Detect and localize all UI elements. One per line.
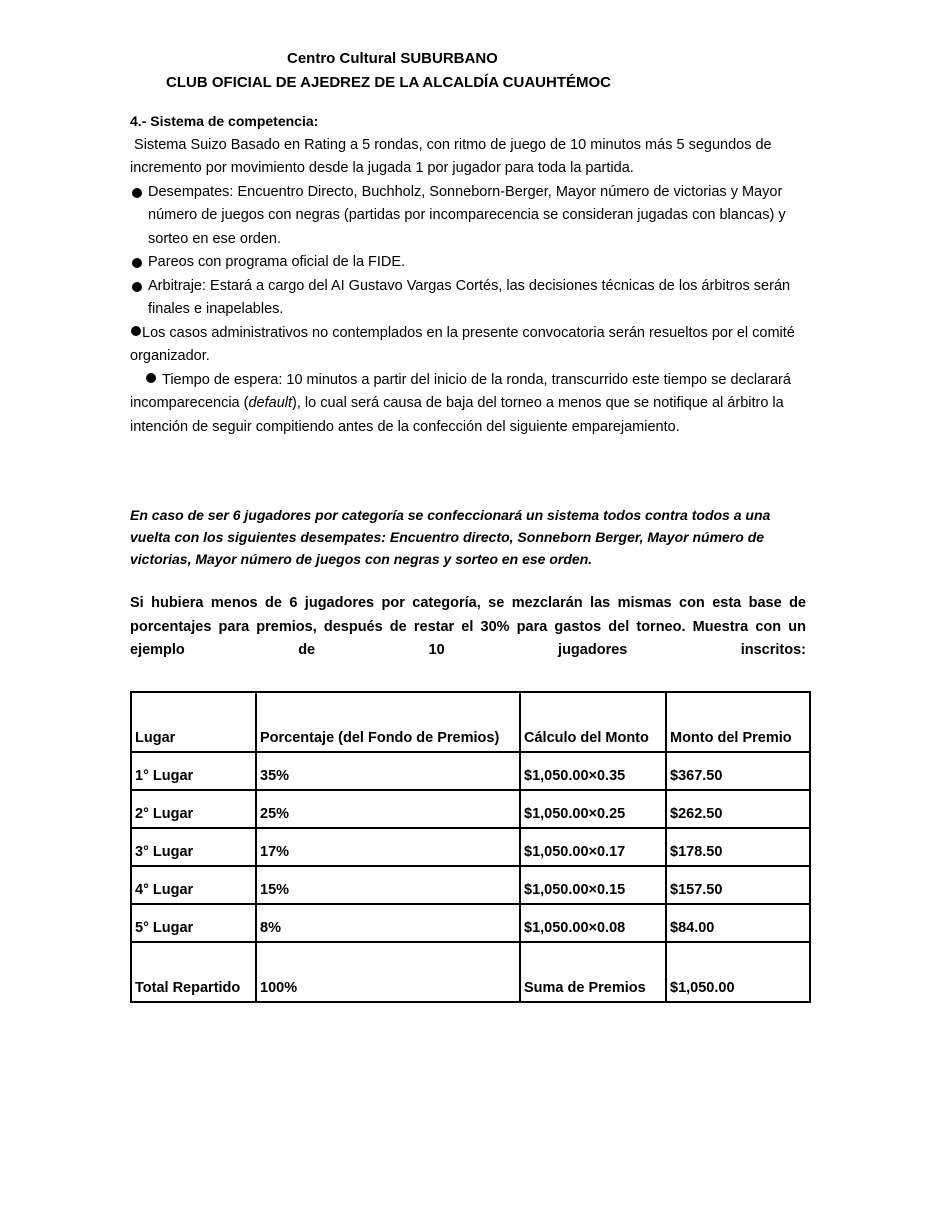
bullet-icon <box>132 258 142 268</box>
bullet-arbitration: Arbitraje: Estará a cargo del AI Gustavo Vargas Cortés, las decisiones técnicas de los árbitros serán finales e inapelables. <box>130 275 810 322</box>
cell-monto: $178.50 <box>666 828 810 866</box>
prize-table <box>130 691 811 1003</box>
table-total-row <box>131 942 810 1002</box>
cell-calculo: $1,050.00×0.17 <box>520 828 666 866</box>
cell-monto: $367.50 <box>666 752 810 790</box>
bullet-icon <box>131 326 141 336</box>
cell-lugar: 3° Lugar <box>131 828 256 866</box>
table-header-row <box>131 692 810 752</box>
cell-porcentaje: 15% <box>256 866 520 904</box>
bullet-icon <box>132 188 142 198</box>
header-porcentaje: Porcentaje (del Fondo de Premios) <box>256 692 520 752</box>
header-line-1: Centro Cultural SUBURBANO <box>287 50 498 67</box>
total-lugar: Total Repartido <box>131 942 256 1002</box>
cell-calculo: $1,050.00×0.35 <box>520 752 666 790</box>
cell-monto: $157.50 <box>666 866 810 904</box>
bullet-administrative: Los casos administrativos no contemplados en la presente convocatoria serán resueltos por el comité organizador. <box>130 324 795 364</box>
table-row <box>131 904 810 942</box>
total-monto: $1,050.00 <box>666 942 810 1002</box>
cell-porcentaje: 35% <box>256 752 520 790</box>
cell-calculo: $1,050.00×0.15 <box>520 866 666 904</box>
table-row <box>131 752 810 790</box>
header-monto: Monto del Premio <box>666 692 810 752</box>
total-porcentaje: 100% <box>256 942 520 1002</box>
cell-calculo: $1,050.00×0.25 <box>520 790 666 828</box>
section-title: 4.- Sistema de competencia: <box>130 113 319 129</box>
section-intro: Sistema Suizo Basado en Rating a 5 rondas, con ritmo de juego de 10 minutos más 5 segundos de incremento por movimiento desde la jugada 1 por jugador para toda la partida. <box>130 136 776 176</box>
header-line-2: CLUB OFICIAL DE AJEDREZ DE LA ALCALDÍA CUAUHTÉMOC <box>166 74 611 91</box>
total-calculo: Suma de Premios <box>520 942 666 1002</box>
bullet-waiting-time: Tiempo de espera: 10 minutos a partir del inicio de la ronda, transcurrido este tiempo se declarará incomparecencia (default), lo cual será causa de baja del torneo a menos que se notifique al árbitro la intención de seguir compitiendo antes de la confección del siguiente emparejamiento. <box>130 371 791 435</box>
bullet-icon <box>146 373 156 383</box>
header-calculo: Cálculo del Monto <box>520 692 666 752</box>
table-row <box>131 828 810 866</box>
cell-monto: $262.50 <box>666 790 810 828</box>
cell-monto: $84.00 <box>666 904 810 942</box>
bullet-tiebreaks: Desempates: Encuentro Directo, Buchholz, Sonneborn-Berger, Mayor número de victorias y Mayor número de juegos con negras (partidas por incomparecencia se consideran jugadas con blancas) y sorteo en ese orden. <box>130 181 810 252</box>
section-content <box>130 110 810 658</box>
cell-lugar: 1° Lugar <box>131 752 256 790</box>
bullet-pairings: Pareos con programa oficial de la FIDE. <box>130 251 810 275</box>
cell-porcentaje: 25% <box>256 790 520 828</box>
table-row <box>131 866 810 904</box>
mix-categories-note: Si hubiera menos de 6 jugadores por categoría, se mezclarán las mismas con esta base de porcentajes para premios, después de restar el 30% para gastos del torneo. Muestra con un ejemplo de 10 jugadores inscritos: <box>130 595 806 658</box>
cell-calculo: $1,050.00×0.08 <box>520 904 666 942</box>
header-lugar: Lugar <box>131 692 256 752</box>
cell-lugar: 2° Lugar <box>131 790 256 828</box>
bullet-icon <box>132 282 142 292</box>
round-robin-note: En caso de ser 6 jugadores por categoría se confeccionará un sistema todos contra todos a una vuelta con los siguientes desempates: Encuentro directo, Sonneborn Berger, Mayor número de victorias, Mayor número de juegos con negras y sorteo en ese orden. <box>130 507 771 567</box>
cell-lugar: 4° Lugar <box>131 866 256 904</box>
cell-porcentaje: 8% <box>256 904 520 942</box>
cell-porcentaje: 17% <box>256 828 520 866</box>
cell-lugar: 5° Lugar <box>131 904 256 942</box>
table-row <box>131 790 810 828</box>
